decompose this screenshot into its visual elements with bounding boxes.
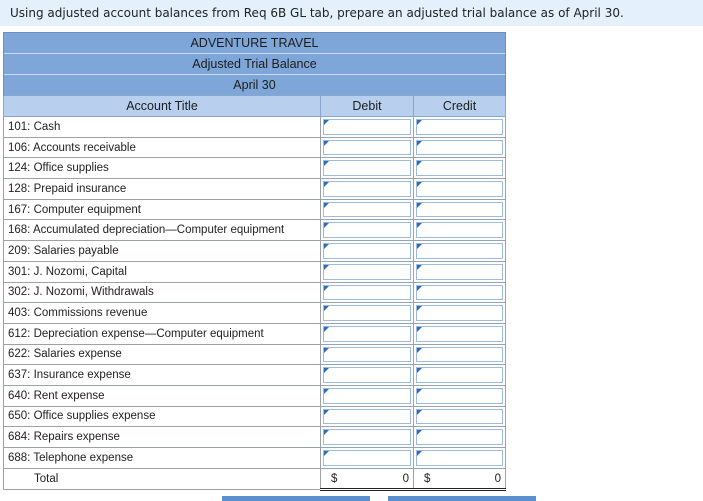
table-row [4, 199, 506, 220]
column-header-row [4, 96, 506, 117]
credit-cell [414, 282, 506, 303]
account-title-cell: 209: Salaries payable [4, 241, 321, 262]
account-title-cell: 168: Accumulated depreciation—Computer equipment [4, 220, 321, 241]
debit-amount-input[interactable] [323, 450, 411, 466]
credit-amount-input[interactable] [416, 160, 503, 176]
input-marker-icon [417, 389, 422, 394]
credit-amount-input[interactable] [416, 140, 503, 156]
total-debit-currency: $ [331, 472, 338, 485]
table-row [4, 406, 506, 427]
account-title-cell: 688: Telephone expense [4, 448, 321, 469]
credit-amount-input[interactable] [416, 367, 503, 383]
debit-cell [321, 199, 414, 220]
debit-amount-input[interactable] [323, 140, 411, 156]
total-credit-cell [414, 468, 506, 489]
credit-cell [414, 406, 506, 427]
debit-amount-input[interactable] [323, 409, 411, 425]
debit-cell [321, 241, 414, 262]
debit-amount-input[interactable] [323, 388, 411, 404]
input-marker-icon [324, 141, 329, 146]
input-marker-icon [324, 410, 329, 415]
input-marker-icon [324, 348, 329, 353]
input-marker-icon [324, 286, 329, 291]
total-debit-value: 0 [402, 472, 409, 485]
credit-cell [414, 323, 506, 344]
credit-amount-input[interactable] [416, 264, 503, 280]
credit-amount-input[interactable] [416, 222, 503, 238]
adjusted-trial-balance-table [3, 32, 506, 491]
credit-cell [414, 117, 506, 138]
account-title-cell: 650: Office supplies expense [4, 406, 321, 427]
input-marker-icon [324, 203, 329, 208]
debit-cell [321, 117, 414, 138]
input-marker-icon [417, 327, 422, 332]
debit-cell [321, 344, 414, 365]
debit-amount-input[interactable] [323, 243, 411, 259]
input-marker-icon [324, 451, 329, 456]
credit-amount-input[interactable] [416, 119, 503, 135]
input-marker-icon [417, 141, 422, 146]
table-row [4, 137, 506, 158]
total-row [4, 468, 506, 489]
debit-cell [321, 137, 414, 158]
table-row [4, 117, 506, 138]
debit-amount-input[interactable] [323, 367, 411, 383]
debit-cell [321, 448, 414, 469]
total-credit-value: 0 [494, 472, 501, 485]
input-marker-icon [417, 286, 422, 291]
credit-cell [414, 158, 506, 179]
input-marker-icon [324, 389, 329, 394]
table-row [4, 303, 506, 324]
credit-cell [414, 220, 506, 241]
input-marker-icon [417, 203, 422, 208]
button-partial[interactable] [222, 496, 370, 501]
debit-cell [321, 385, 414, 406]
credit-amount-input[interactable] [416, 326, 503, 342]
column-header-credit: Credit [414, 96, 506, 117]
account-title-cell: 167: Computer equipment [4, 199, 321, 220]
credit-cell [414, 137, 506, 158]
credit-amount-input[interactable] [416, 450, 503, 466]
input-marker-icon [417, 306, 422, 311]
credit-amount-input[interactable] [416, 347, 503, 363]
account-title-cell: 637: Insurance expense [4, 365, 321, 386]
table-row [4, 282, 506, 303]
debit-cell [321, 158, 414, 179]
input-marker-icon [417, 451, 422, 456]
input-marker-icon [324, 120, 329, 125]
total-debit-cell [321, 468, 414, 489]
debit-amount-input[interactable] [323, 119, 411, 135]
account-title-cell: 128: Prepaid insurance [4, 179, 321, 200]
input-marker-icon [324, 306, 329, 311]
input-marker-icon [417, 348, 422, 353]
debit-amount-input[interactable] [323, 160, 411, 176]
debit-amount-input[interactable] [323, 285, 411, 301]
debit-amount-input[interactable] [323, 305, 411, 321]
table-row [4, 261, 506, 282]
credit-cell [414, 261, 506, 282]
credit-amount-input[interactable] [416, 181, 503, 197]
column-header-debit: Debit [321, 96, 414, 117]
debit-cell [321, 323, 414, 344]
input-marker-icon [324, 161, 329, 166]
credit-cell [414, 241, 506, 262]
credit-amount-input[interactable] [416, 243, 503, 259]
debit-amount-input[interactable] [323, 347, 411, 363]
credit-cell [414, 365, 506, 386]
input-marker-icon [324, 430, 329, 435]
debit-cell [321, 427, 414, 448]
table-row [4, 158, 506, 179]
table-row [4, 323, 506, 344]
account-title-cell: 302: J. Nozomi, Withdrawals [4, 282, 321, 303]
instruction-text: Using adjusted account balances from Req 6B GL tab, prepare an adjusted trial balance as of April 30. [0, 0, 703, 26]
debit-amount-input[interactable] [323, 429, 411, 445]
input-marker-icon [324, 327, 329, 332]
input-marker-icon [324, 368, 329, 373]
debit-amount-input[interactable] [323, 181, 411, 197]
credit-cell [414, 385, 506, 406]
input-marker-icon [417, 120, 422, 125]
table-row [4, 427, 506, 448]
input-marker-icon [324, 182, 329, 187]
debit-cell [321, 303, 414, 324]
input-marker-icon [417, 368, 422, 373]
credit-cell [414, 199, 506, 220]
input-marker-icon [417, 244, 422, 249]
table-row [4, 241, 506, 262]
button-partial[interactable] [388, 496, 536, 501]
statement-title-row [4, 54, 506, 75]
debit-amount-input[interactable] [323, 222, 411, 238]
table-row [4, 220, 506, 241]
credit-amount-input[interactable] [416, 388, 503, 404]
input-marker-icon [324, 223, 329, 228]
input-marker-icon [417, 161, 422, 166]
credit-cell [414, 427, 506, 448]
debit-amount-input[interactable] [323, 264, 411, 280]
input-marker-icon [417, 410, 422, 415]
debit-cell [321, 282, 414, 303]
debit-cell [321, 406, 414, 427]
table-row [4, 344, 506, 365]
input-marker-icon [417, 430, 422, 435]
credit-amount-input[interactable] [416, 305, 503, 321]
credit-amount-input[interactable] [416, 429, 503, 445]
input-marker-icon [324, 244, 329, 249]
credit-cell [414, 303, 506, 324]
credit-amount-input[interactable] [416, 202, 503, 218]
account-title-cell: 124: Office supplies [4, 158, 321, 179]
company-name: ADVENTURE TRAVEL [4, 33, 506, 54]
table-row [4, 448, 506, 469]
input-marker-icon [417, 265, 422, 270]
table-row [4, 365, 506, 386]
debit-cell [321, 365, 414, 386]
credit-cell [414, 179, 506, 200]
input-marker-icon [417, 182, 422, 187]
table-row [4, 179, 506, 200]
account-title-cell: 612: Depreciation expense—Computer equipment [4, 323, 321, 344]
account-title-cell: 684: Repairs expense [4, 427, 321, 448]
account-title-cell: 101: Cash [4, 117, 321, 138]
debit-amount-input[interactable] [323, 202, 411, 218]
debit-cell [321, 179, 414, 200]
input-marker-icon [417, 223, 422, 228]
debit-cell [321, 261, 414, 282]
table-row [4, 385, 506, 406]
statement-date: April 30 [4, 75, 506, 96]
statement-title: Adjusted Trial Balance [4, 54, 506, 75]
credit-amount-input[interactable] [416, 285, 503, 301]
account-title-cell: 622: Salaries expense [4, 344, 321, 365]
account-title-cell: 403: Commissions revenue [4, 303, 321, 324]
credit-amount-input[interactable] [416, 409, 503, 425]
input-marker-icon [324, 265, 329, 270]
account-title-cell: 640: Rent expense [4, 385, 321, 406]
debit-amount-input[interactable] [323, 326, 411, 342]
total-label: Total [4, 468, 321, 489]
total-credit-currency: $ [424, 472, 431, 485]
statement-date-row [4, 75, 506, 96]
company-name-row [4, 33, 506, 54]
account-title-cell: 106: Accounts receivable [4, 137, 321, 158]
credit-cell [414, 448, 506, 469]
account-title-cell: 301: J. Nozomi, Capital [4, 261, 321, 282]
debit-cell [321, 220, 414, 241]
column-header-account-title: Account Title [4, 96, 321, 117]
credit-cell [414, 344, 506, 365]
